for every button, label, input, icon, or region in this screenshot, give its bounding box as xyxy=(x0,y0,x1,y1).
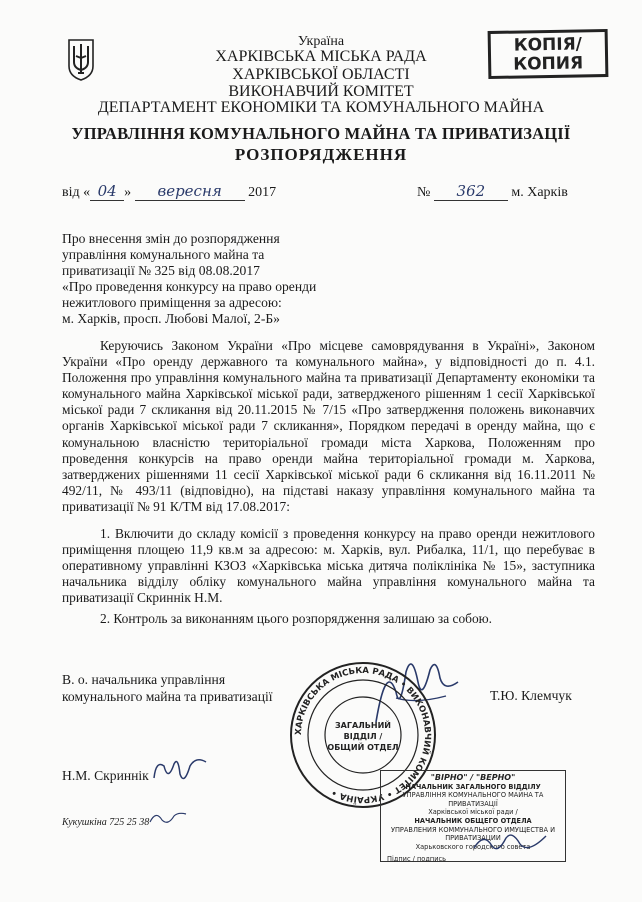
date-from-label: від xyxy=(62,185,80,200)
certified-stamp-line: УПРАВЛЕНИЯ КОММУНАЛЬНОГО ИМУЩЕСТВА И ПРИВАТИЗАЦИИ xyxy=(390,825,556,843)
preamble-paragraph: Керуючись Законом України «Про місцеве самоврядування в Україні», Законом України «Про оренду державного та комунального майна», у відповідності до п. 4.1. Положення про управління комунального майна та приватизації Департаменту економіки та комунального майна Харківської міської ради, затвердженого рішенням 1 сесії Харківської міської ради 7 скликання від 20.11.2015 № 7/15 «Про затвердження положень виконавчих органів Харківської міської ради 7 скликання», Порядком передачі в оренду майна, що є комунальною власністю територіальної громади міста Харкова, Положенням про проведення конкурсів на право оренди майна територіальної громади м. Харкова, затверджених рішеннями 11 сесії Харківської міської ради 6 скликання від 16.11.2011 № 492/11, № 493/11 (відповідно), на підставі наказу управління комунального майна та приватизації № 91 К/ТМ від 17.08.2017: xyxy=(62,338,595,514)
round-stamp-center-line1: ЗАГАЛЬНИЙ xyxy=(335,721,391,730)
coordinator-signature-icon xyxy=(150,752,210,792)
executor-note: Кукушкіна 725 25 38 xyxy=(62,817,150,828)
header-division: УПРАВЛІННЯ КОМУНАЛЬНОГО МАЙНА ТА ПРИВАТИЗАЦІЇ xyxy=(71,124,571,143)
subject-line: Про внесення змін до розпорядження xyxy=(62,231,280,246)
date-field xyxy=(62,182,276,201)
signer-name: Т.Ю. Клемчук xyxy=(490,688,572,703)
date-open-quote: « xyxy=(83,185,91,200)
city-label: м. Харків xyxy=(511,185,568,200)
certifier-signature-icon xyxy=(470,828,550,858)
date-month: вересня xyxy=(135,182,245,201)
date-close-quote: » xyxy=(124,185,132,200)
subject-block xyxy=(62,231,332,327)
body-text xyxy=(62,338,595,638)
header-council: ХАРКІВСЬКА МІСЬКА РАДА xyxy=(215,48,427,65)
copy-stamp-line1: КОПІЯ/ xyxy=(513,34,583,56)
round-stamp-ring-text: ХАРКІВСЬКА МІСЬКА РАДА • ВИКОНАВЧИЙ КОМІТЕТ • УКРАЇНА • xyxy=(293,665,433,805)
subject-line: приватизації № 325 від 08.08.2017 xyxy=(62,263,260,278)
signer-position-line2: комунального майна та приватизації xyxy=(62,689,273,704)
order-item-1: 1. Включити до складу комісії з проведення конкурсу на право оренди нежитлового приміщення площею 11,9 кв.м за адресою: м. Харків, вул. Рибалка, 11/1, що перебуває в оперативному управлінні КЗОЗ «Харківська міська дитяча поліклініка № 15», заступника начальника відділу обліку комунального майна управління комунального майна та приватизації Скриннік Н.М. xyxy=(62,526,595,606)
certified-stamp-line: НАЧАЛЬНИК ОБЩЕГО ОТДЕЛА xyxy=(414,816,532,825)
date-day: 04 xyxy=(90,182,124,201)
document-number: 362 xyxy=(434,182,508,201)
certified-stamp-line: НАЧАЛЬНИК ЗАГАЛЬНОГО ВІДДІЛУ xyxy=(405,782,541,791)
copy-stamp-line2: КОПИЯ xyxy=(513,53,584,75)
subject-line: нежитлового приміщення за адресою: xyxy=(62,295,282,310)
certified-stamp-line: Харьковского городского совета xyxy=(415,842,531,851)
signer-position-line1: В. о. начальника управління xyxy=(62,672,226,687)
signer-position xyxy=(62,671,273,705)
header-committee: ВИКОНАВЧИЙ КОМІТЕТ xyxy=(228,83,414,100)
subject-line: управління комунального майна та xyxy=(62,247,265,262)
certified-stamp-line: УПРАВЛІННЯ КОМУНАЛЬНОГО МАЙНА ТА ПРИВАТИЗАЦІЇ xyxy=(402,791,544,808)
certified-stamp-verno: "ВІРНО" / "ВЕРНО" xyxy=(430,773,516,782)
order-item-2: 2. Контроль за виконанням цього розпорядження залишаю за собою. xyxy=(100,610,493,626)
subject-line: м. Харків, просп. Любові Малої, 2-Б» xyxy=(62,311,280,326)
date-year: 2017 xyxy=(248,185,277,200)
executor-signature-icon xyxy=(148,808,188,828)
round-stamp-center-line2: ВІДДІЛ / xyxy=(343,732,383,741)
header-region: ХАРКІВСЬКОЇ ОБЛАСТІ xyxy=(232,66,410,83)
header-department: ДЕПАРТАМЕНТ ЕКОНОМІКИ ТА КОМУНАЛЬНОГО МАЙНА xyxy=(97,99,545,116)
round-stamp-center-line3: ОБЩИЙ ОТДЕЛ xyxy=(327,743,399,752)
number-label: № xyxy=(417,185,431,200)
document-type-title: РОЗПОРЯДЖЕННЯ xyxy=(234,145,408,164)
certified-stamp-sign-label: Підпис / подпись xyxy=(387,855,446,864)
header-country: Україна xyxy=(297,34,345,49)
certified-stamp-line: Харківської міської ради / xyxy=(428,808,518,817)
subject-line: «Про проведення конкурсу на право оренди xyxy=(62,279,317,294)
number-field xyxy=(417,182,568,201)
coordinator-name: Н.М. Скриннік xyxy=(62,768,149,783)
